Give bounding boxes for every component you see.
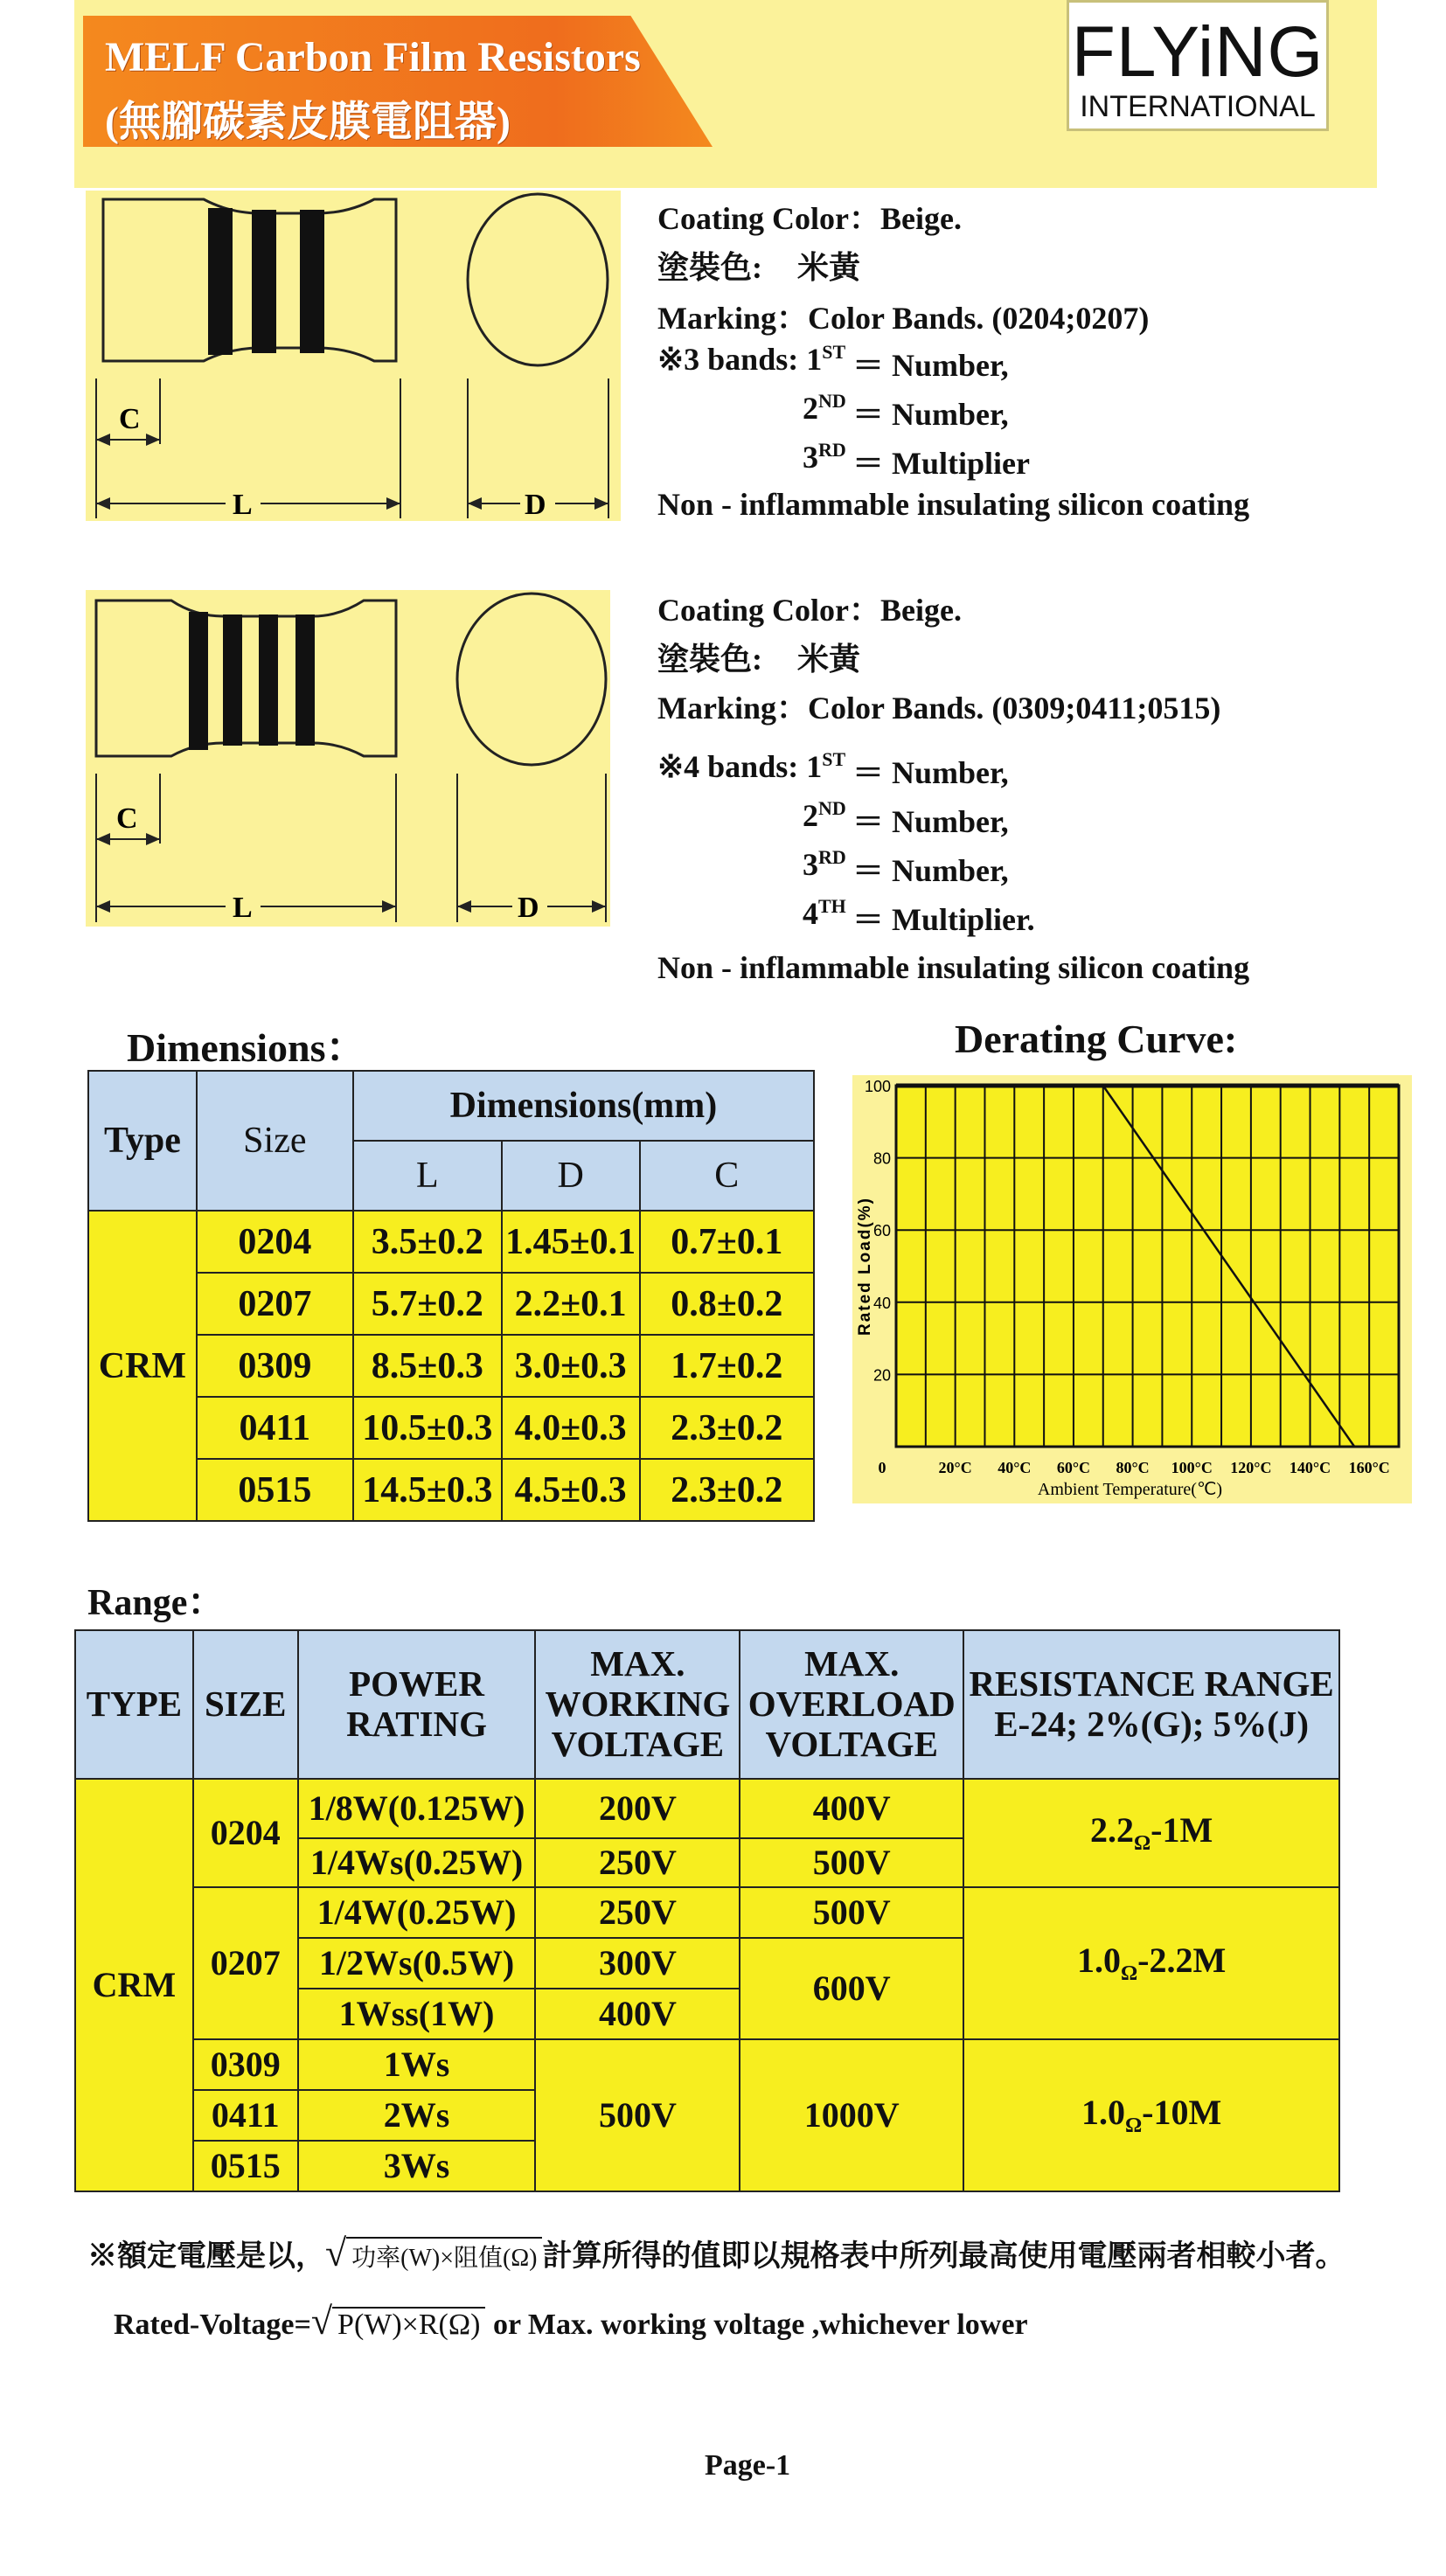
y-tick-label: 80 — [872, 1149, 891, 1168]
spec2-band-1-value: ＝ Number, — [852, 755, 1009, 790]
range-resistance: $2.2_\Omega-1M$ — [963, 1779, 1339, 1887]
dim-l: 10.5±0.3 — [353, 1397, 502, 1459]
range-overload-voltage: 1000V — [740, 2039, 963, 2191]
dim-type-cell: CRM — [88, 1211, 197, 1521]
table-row — [88, 1335, 814, 1397]
range-header-resistance-range: RESISTANCE RANGE E-24; 2%(G); 5%(J) — [963, 1630, 1339, 1779]
spec1-coating: Coating Color：Beige. — [657, 201, 962, 236]
spec1-coating-zh-value: 米黃 — [797, 250, 861, 285]
range-header-power: POWER RATING — [298, 1630, 536, 1779]
range-overload-voltage: 400V — [740, 1779, 963, 1838]
derating-heading: Derating Curve: — [955, 1017, 1238, 1061]
dim-d: 1.45±0.1 — [502, 1211, 640, 1273]
x-tick-label: 100°C — [1171, 1459, 1213, 1476]
range-power: 1Wss(1W) — [298, 1989, 536, 2039]
dimensions-table — [87, 1070, 815, 1522]
dim-header-type: Type — [88, 1071, 197, 1211]
logo-wordmark: FLYiNG — [1071, 12, 1324, 92]
x-tick-label: 20°C — [938, 1459, 972, 1476]
table-row — [88, 1273, 814, 1335]
dim-l: 14.5±0.3 — [353, 1459, 502, 1521]
range-size: 0204 — [193, 1779, 298, 1887]
dim-l: 8.5±0.3 — [353, 1335, 502, 1397]
range-size: 0207 — [193, 1887, 298, 2039]
range-power: 1/4W(0.25W) — [298, 1887, 536, 1938]
dim-d: 3.0±0.3 — [502, 1335, 640, 1397]
color-band — [252, 210, 276, 353]
dimensions-heading: Dimensions： — [127, 1025, 366, 1070]
spec2-band-3: 3RD — [803, 846, 846, 882]
spec2-band-1: ※4 bands: 1ST — [657, 748, 846, 784]
range-type-cell: CRM — [75, 1779, 193, 2191]
dim-c: 0.8±0.2 — [640, 1273, 814, 1335]
logo-subtitle: INTERNATIONAL — [1080, 90, 1316, 123]
range-working-voltage: 250V — [535, 1887, 740, 1938]
spec2-band-3-value: ＝ Number, — [852, 853, 1009, 888]
resistor-drawing-4-bands — [86, 590, 610, 927]
dim-c: 0.7±0.1 — [640, 1211, 814, 1273]
range-power: 1/8W(0.125W) — [298, 1779, 536, 1838]
range-resistance: $1.0_\Omega-10M$ — [963, 2039, 1339, 2191]
range-overload-voltage: 500V — [740, 1887, 963, 1938]
spec1-band-2-value: ＝ Number, — [852, 397, 1009, 432]
range-table — [74, 1629, 1340, 2192]
derating-chart-panel — [852, 1075, 1412, 1503]
range-header-max-overload-voltage: MAX. OVERLOAD VOLTAGE — [740, 1630, 963, 1779]
range-size: 0515 — [193, 2141, 298, 2191]
spec2-coating-zh-value: 米黃 — [797, 642, 861, 677]
company-logo — [1067, 0, 1329, 131]
spec2-band-2-value: ＝ Number, — [852, 804, 1009, 839]
dim-header-group: Dimensions(mm) — [353, 1071, 814, 1141]
y-tick-label: 100 — [864, 1078, 891, 1095]
color-band — [300, 210, 324, 353]
end-view — [468, 194, 608, 365]
spec1-coating-note: Non - inflammable insulating silicon coating — [657, 487, 1250, 522]
table-row — [75, 1779, 1339, 1838]
spec1-band-3: 3RD — [803, 439, 846, 475]
dim-label-d: D — [525, 489, 546, 521]
spec1-band-2: 2ND — [803, 390, 846, 426]
range-header-type: TYPE — [75, 1630, 193, 1779]
title-chinese: (無腳碳素皮膜電阻器) — [105, 99, 511, 145]
y-tick-label: 40 — [872, 1294, 891, 1312]
x-tick-label: 160°C — [1348, 1459, 1390, 1476]
dim-l: 3.5±0.2 — [353, 1211, 502, 1273]
table-row — [88, 1459, 814, 1521]
spec2-coating: Coating Color：Beige. — [657, 593, 962, 628]
x-tick-label: 140°C — [1289, 1459, 1331, 1476]
spec1-coating-zh-label: 塗裝色: — [657, 250, 762, 285]
spec1-band-1-value: ＝ Number, — [852, 348, 1009, 383]
dim-header-size: Size — [197, 1071, 353, 1211]
y-tick-label: 20 — [872, 1366, 891, 1385]
dim-label-d: D — [518, 892, 539, 924]
spec2-marking: Marking：Color Bands. (0309;0411;0515) — [657, 691, 1221, 726]
x-tick-label: 80°C — [1116, 1459, 1150, 1476]
spec2-band-2: 2ND — [803, 797, 846, 833]
dim-header-d: D — [502, 1141, 640, 1211]
range-heading: Range： — [87, 1583, 225, 1623]
range-overload-voltage: 600V — [740, 1938, 963, 2039]
x-tick-label: 60°C — [1056, 1459, 1091, 1476]
dim-l: 5.7±0.2 — [353, 1273, 502, 1335]
spec2-band-4-value: ＝ Multiplier. — [852, 902, 1035, 937]
range-power: 1/2Ws(0.5W) — [298, 1938, 536, 1989]
dim-size: 0207 — [197, 1273, 353, 1335]
derating-chart — [852, 1075, 1412, 1503]
range-size: 0309 — [193, 2039, 298, 2090]
dim-size: 0204 — [197, 1211, 353, 1273]
range-size: 0411 — [193, 2090, 298, 2141]
range-header-size: SIZE — [193, 1630, 298, 1779]
spec2-band-4: 4TH — [803, 895, 846, 931]
dim-d: 4.5±0.3 — [502, 1459, 640, 1521]
spec2-coating-zh-label: 塗裝色: — [657, 642, 762, 677]
dim-d: 2.2±0.1 — [502, 1273, 640, 1335]
range-working-voltage: 200V — [535, 1779, 740, 1838]
y-axis-label: Rated Load(%) — [856, 1197, 874, 1336]
dim-c: 1.7±0.2 — [640, 1335, 814, 1397]
y-tick-label: 60 — [872, 1222, 891, 1240]
table-row — [75, 1887, 1339, 1938]
range-working-voltage: 250V — [535, 1838, 740, 1887]
range-header-max-working-voltage: MAX. WORKING VOLTAGE — [535, 1630, 740, 1779]
dim-label-c: C — [119, 403, 141, 435]
dim-header-c: C — [640, 1141, 814, 1211]
resistor-drawing-3-bands — [86, 191, 621, 521]
dim-size: 0515 — [197, 1459, 353, 1521]
dim-size: 0411 — [197, 1397, 353, 1459]
table-row — [88, 1397, 814, 1459]
spec1-band-3-value: ＝ Multiplier — [852, 446, 1030, 481]
spec2-coating-note: Non - inflammable insulating silicon coating — [657, 950, 1250, 985]
dim-label-c: C — [116, 802, 138, 835]
table-row — [75, 2039, 1339, 2090]
range-power: 2Ws — [298, 2090, 536, 2141]
table-row — [88, 1211, 814, 1273]
note-chinese: ※額定電壓是以，√ 功率(W)×阻值(Ω) 計算所得的值即以規格表中所列最高使用電壓兩者相較小者。 — [87, 2232, 1345, 2274]
range-working-voltage: 400V — [535, 1989, 740, 2039]
page-number: Page-1 — [705, 2449, 791, 2482]
dim-label-l: L — [233, 892, 253, 924]
dim-c: 2.3±0.2 — [640, 1459, 814, 1521]
dim-label-l: L — [233, 489, 253, 521]
x-tick-label: 0 — [878, 1459, 886, 1476]
spec1-band-1: ※3 bands: 1ST — [657, 341, 846, 377]
x-axis-label: Ambient Temperature(℃) — [1037, 1480, 1223, 1499]
range-overload-voltage: 500V — [740, 1838, 963, 1887]
range-power: 1/4Ws(0.25W) — [298, 1838, 536, 1887]
spec1-marking: Marking：Color Bands. (0204;0207) — [657, 301, 1150, 336]
range-power: 3Ws — [298, 2141, 536, 2191]
note-rated-voltage: Rated-Voltage=√ P(W)×R(Ω) or Max. working voltage ,whichever lower — [114, 2300, 1028, 2343]
dim-c: 2.3±0.2 — [640, 1397, 814, 1459]
x-tick-label: 120°C — [1230, 1459, 1272, 1476]
range-working-voltage: 300V — [535, 1938, 740, 1989]
plot-area — [896, 1086, 1399, 1447]
dim-header-l: L — [353, 1141, 502, 1211]
color-band — [208, 208, 233, 355]
title-english: MELF Carbon Film Resistors — [105, 34, 641, 80]
range-power: 1Ws — [298, 2039, 536, 2090]
range-working-voltage: 500V — [535, 2039, 740, 2191]
x-tick-label: 40°C — [998, 1459, 1032, 1476]
dim-d: 4.0±0.3 — [502, 1397, 640, 1459]
range-resistance: $1.0_\Omega-2.2M$ — [963, 1887, 1339, 2039]
dim-size: 0309 — [197, 1335, 353, 1397]
